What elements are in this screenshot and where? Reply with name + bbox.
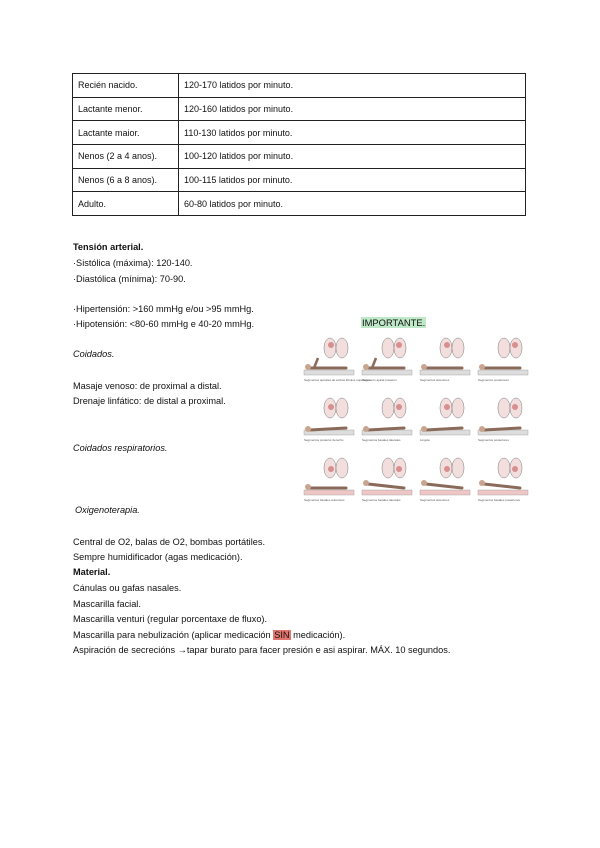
patient-head bbox=[421, 364, 427, 370]
bed bbox=[420, 370, 470, 375]
nebulizacion-line bbox=[73, 629, 345, 641]
heart-rate-cell: 100-120 latidos por minuto. bbox=[179, 145, 526, 169]
patient-head bbox=[305, 484, 311, 490]
lung-left bbox=[382, 338, 394, 358]
hipotension-line: ·Hipotensión: <80-60 mmHg e 40-20 mmHg. bbox=[73, 319, 255, 329]
lung-right bbox=[452, 398, 464, 418]
table-row bbox=[73, 192, 526, 216]
bed bbox=[304, 370, 354, 375]
patient-body bbox=[368, 484, 404, 488]
bed bbox=[478, 490, 528, 495]
tension-heading: Tensión arterial. bbox=[73, 242, 144, 252]
figure-caption: Segmentos posterior derecho bbox=[304, 438, 344, 442]
patient-head bbox=[479, 480, 485, 486]
figure-caption: Segmentos basales laterales bbox=[362, 498, 401, 502]
bed bbox=[362, 370, 412, 375]
lung-segment-highlight bbox=[444, 466, 450, 472]
lung-right bbox=[336, 398, 348, 418]
figure-caption: Segmentos apicales de ambos lóbulos superiores bbox=[304, 378, 371, 382]
lung-segment-highlight bbox=[396, 404, 402, 410]
lung-right bbox=[336, 458, 348, 478]
figure-caption: Segmento apical posterior bbox=[362, 378, 397, 382]
important-label: IMPORTANTE. bbox=[362, 317, 426, 328]
lung-right bbox=[452, 458, 464, 478]
patient-body bbox=[368, 428, 404, 430]
figure-caption: Segmentos posteriores bbox=[478, 378, 509, 382]
patient-head bbox=[363, 364, 369, 370]
lung-segment-highlight bbox=[444, 342, 450, 348]
lung-right bbox=[452, 338, 464, 358]
figure-caption: Segmentos posteriores bbox=[478, 438, 509, 442]
lung-left bbox=[440, 338, 452, 358]
postural-drainage-figure bbox=[300, 334, 530, 514]
figure-caption: Lingula bbox=[420, 438, 430, 442]
figure-caption: Segmentos anteriores bbox=[420, 378, 450, 382]
oxigenoterapia-heading: Oxigenoterapia. bbox=[75, 505, 140, 515]
table-row bbox=[73, 97, 526, 121]
lung-segment-highlight bbox=[512, 404, 518, 410]
lung-left bbox=[498, 458, 510, 478]
nebulizacion-text-post: medicación). bbox=[290, 630, 346, 640]
sistolica-line: ·Sistólica (máxima): 120-140. bbox=[73, 258, 193, 268]
patient-head bbox=[479, 426, 485, 432]
patient-head bbox=[421, 480, 427, 486]
lung-segment-highlight bbox=[328, 466, 334, 472]
lung-segment-highlight bbox=[396, 342, 402, 348]
central-line: Central de O2, balas de O2, bombas portátiles. bbox=[73, 537, 266, 547]
patient-head bbox=[305, 426, 311, 432]
heart-rate-cell: 60-80 latidos por minuto. bbox=[179, 192, 526, 216]
patient-head bbox=[363, 426, 369, 432]
figure-caption: Segmentos basales anteriores bbox=[304, 498, 345, 502]
lung-right bbox=[336, 338, 348, 358]
table-row bbox=[73, 168, 526, 192]
age-group-cell: Nenos (6 a 8 anos). bbox=[73, 168, 179, 192]
figure-caption: Segmentos basales laterales bbox=[362, 438, 401, 442]
sempre-line: Sempre humidificador (agas medicación). bbox=[73, 552, 243, 562]
lung-segment-highlight bbox=[512, 342, 518, 348]
lung-segment-highlight bbox=[444, 404, 450, 410]
coidados-respiratorios: Coidados respiratorios. bbox=[73, 443, 168, 453]
patient-body bbox=[310, 428, 346, 430]
age-group-cell: Lactante menor. bbox=[73, 97, 179, 121]
age-group-cell: Adulto. bbox=[73, 192, 179, 216]
hipertension-line: ·Hipertensión: >160 mmHg e/ou >95 mmHg. bbox=[73, 304, 254, 314]
sin-highlight: SIN bbox=[274, 630, 290, 640]
coidados-heading: Coidados. bbox=[73, 349, 115, 359]
venturi-line: Mascarilla venturi (regular porcentaxe de fluxo). bbox=[73, 614, 268, 624]
patient-body bbox=[426, 484, 462, 488]
diastolica-line: ·Diastólica (mínima): 70-90. bbox=[73, 274, 186, 284]
bed bbox=[362, 490, 412, 495]
age-group-cell: Recién nacido. bbox=[73, 74, 179, 98]
bed bbox=[478, 370, 528, 375]
lung-left bbox=[498, 398, 510, 418]
heart-rate-table bbox=[72, 73, 526, 216]
bed bbox=[304, 490, 354, 495]
lung-left bbox=[498, 338, 510, 358]
lung-right bbox=[394, 338, 406, 358]
drenaje-line: Drenaje linfático: de distal a proximal. bbox=[73, 396, 226, 406]
masaje-line: Masaje venoso: de proximal a distal. bbox=[73, 381, 222, 391]
lung-segment-highlight bbox=[328, 404, 334, 410]
age-group-cell: Lactante maior. bbox=[73, 121, 179, 145]
lung-left bbox=[382, 398, 394, 418]
bed bbox=[420, 490, 470, 495]
table-row bbox=[73, 74, 526, 98]
canulas-line: Cánulas ou gafas nasales. bbox=[73, 583, 182, 593]
patient-body bbox=[484, 428, 520, 430]
heart-rate-cell: 100-115 latidos por minuto. bbox=[179, 168, 526, 192]
age-group-cell: Nenos (2 a 4 anos). bbox=[73, 145, 179, 169]
patient-body bbox=[484, 484, 520, 488]
table-row bbox=[73, 145, 526, 169]
lung-left bbox=[324, 338, 336, 358]
patient-head bbox=[305, 364, 311, 370]
heart-rate-cell: 120-170 latidos por minuto. bbox=[179, 74, 526, 98]
material-heading: Material. bbox=[73, 567, 111, 577]
nebulizacion-text-pre: Mascarilla para nebulización (aplicar medicación bbox=[73, 630, 274, 640]
figure-caption: Segmentos anteriores bbox=[420, 498, 450, 502]
aspiracion-line: Aspiración de secrecións →tapar burato para facer presión e asi aspirar. MÁX. 10 segundos. bbox=[73, 645, 451, 655]
heart-rate-cell: 120-160 latidos por minuto. bbox=[179, 97, 526, 121]
lung-right bbox=[510, 338, 522, 358]
table-row bbox=[73, 121, 526, 145]
lung-segment-highlight bbox=[512, 466, 518, 472]
lung-segment-highlight bbox=[396, 466, 402, 472]
patient-head bbox=[479, 364, 485, 370]
figure-caption: Segmentos basales posteriores bbox=[478, 498, 521, 502]
heart-rate-cell: 110-130 latidos por minuto. bbox=[179, 121, 526, 145]
patient-head bbox=[363, 480, 369, 486]
patient-head bbox=[421, 426, 427, 432]
patient-body bbox=[426, 428, 462, 430]
mascarilla-facial-line: Mascarilla facial. bbox=[73, 599, 141, 609]
lung-segment-highlight bbox=[328, 342, 334, 348]
lung-left bbox=[382, 458, 394, 478]
